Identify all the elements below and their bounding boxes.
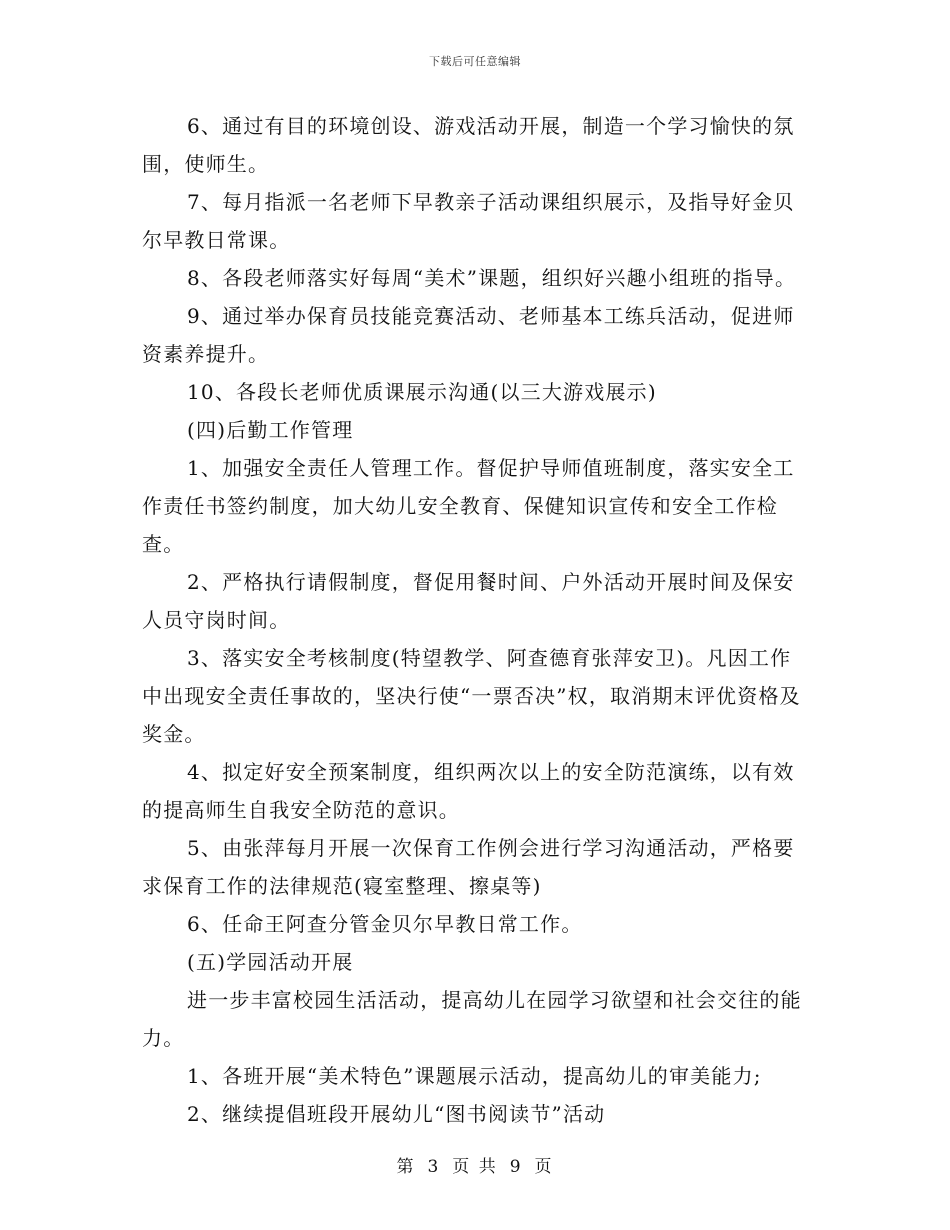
paragraph: 6、任命王阿查分管金贝尔早教日常工作。 (187, 912, 583, 936)
page-footer (0, 1152, 950, 1177)
paragraph: 进一步丰富校园生活活动，提高幼儿在园学习欲望和社会交往的能力。 (142, 988, 802, 1050)
paragraph: 2、继续提倡班段开展幼儿“图书阅读节”活动 (187, 1102, 606, 1126)
section-heading: (五)学园活动开展 (187, 950, 354, 974)
footer-label-after: 页 (534, 1157, 554, 1177)
total-pages-number: 9 (509, 1157, 523, 1177)
page-header: 下载后可任意编辑 (429, 55, 521, 68)
paragraph: 4、拟定好安全预案制度，组织两次以上的安全防范演练，以有效的提高师生自我安全防范的意识。 (142, 760, 795, 822)
paragraph: 2、严格执行请假制度，督促用餐时间、户外活动开展时间及保安人员守岗时间。 (142, 570, 795, 632)
paragraph: 6、通过有目的环境创设、游戏活动开展，制造一个学习愉快的氛围，使师生。 (142, 114, 795, 176)
paragraph: 5、由张萍每月开展一次保育工作例会进行学习沟通活动，严格要求保育工作的法律规范(寝室整理、擦桌等) (142, 836, 795, 898)
footer-label-middle: 页 共 (452, 1157, 498, 1177)
paragraph: 1、加强安全责任人管理工作。督促护导师值班制度，落实安全工作责任书签约制度，加大幼儿安全教育、保健知识宣传和安全工作检查。 (142, 456, 795, 556)
paragraph: 3、落实安全考核制度(特望教学、阿查德育张萍安卫)。凡因工作中出现安全责任事故的，坚决行使“一票否决”权，取消期末评优资格及奖金。 (142, 646, 801, 746)
paragraph: 8、各段老师落实好每周“美术”课题，组织好兴趣小组班的指导。 (187, 266, 797, 290)
footer-label-before: 第 (396, 1157, 416, 1177)
paragraph: 1、各班开展“美术特色”课题展示活动，提高幼儿的审美能力; (187, 1064, 762, 1088)
document-body (142, 107, 812, 1133)
paragraph: 10、各段长老师优质课展示沟通(以三大游戏展示) (187, 380, 657, 404)
current-page-number: 3 (427, 1157, 441, 1177)
section-heading: (四)后勤工作管理 (187, 418, 354, 442)
paragraph: 9、通过举办保育员技能竞赛活动、老师基本工练兵活动，促进师资素养提升。 (142, 304, 795, 366)
paragraph: 7、每月指派一名老师下早教亲子活动课组织展示，及指导好金贝尔早教日常课。 (142, 190, 795, 252)
